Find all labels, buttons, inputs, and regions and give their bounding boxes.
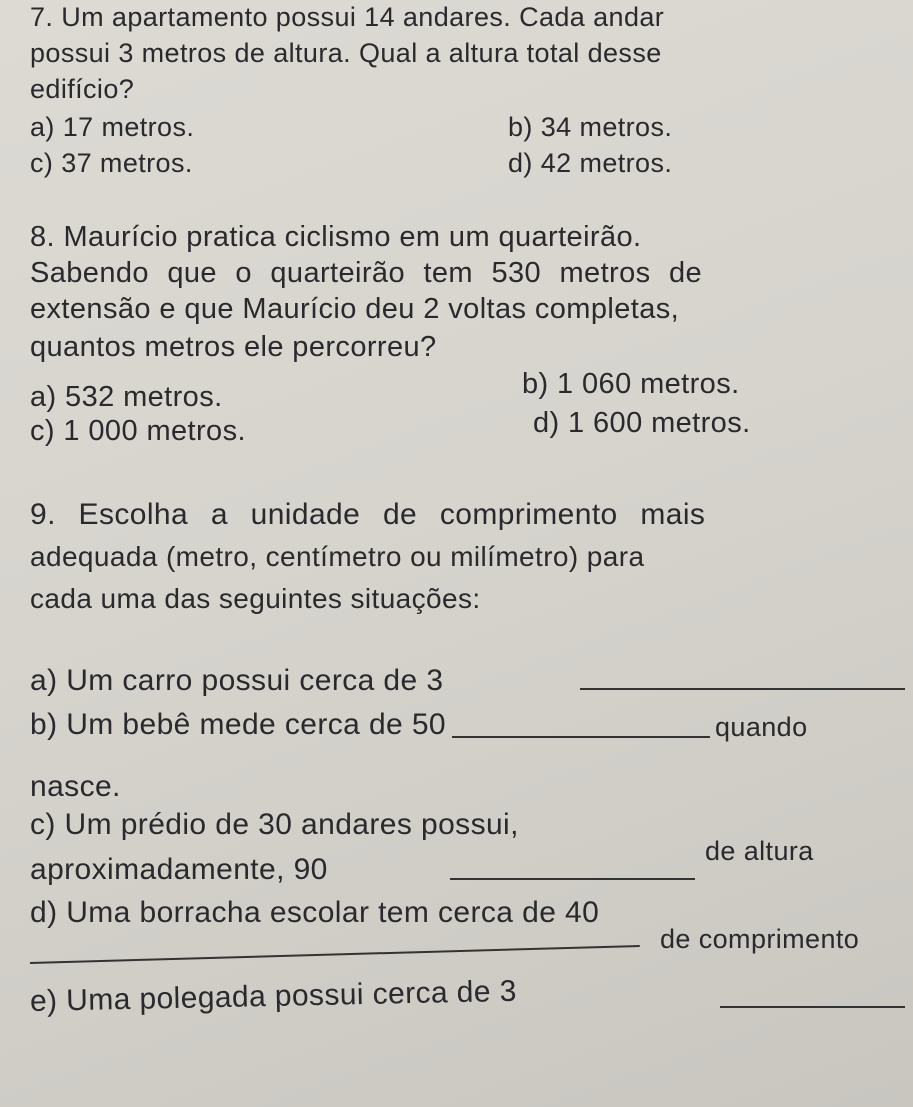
q7-option-c: c) 37 metros.: [30, 148, 193, 178]
q8-option-d: d) 1 600 metros.: [533, 407, 751, 439]
q9-item-c-blank: [450, 878, 695, 880]
q9-item-b: b) Um bebê mede cerca de 50: [30, 708, 447, 741]
q9-item-a: a) Um carro possui cerca de 3: [30, 664, 444, 697]
q9-item-c-tail: de altura: [705, 836, 814, 866]
q7-text-line-1: 7. Um apartamento possui 14 andares. Cada andar: [30, 2, 665, 32]
q9-text-line-1: 9. Escolha a unidade de comprimento mais: [30, 498, 706, 531]
q9-item-e: e) Uma polegada possui cerca de 3: [29, 974, 518, 1018]
q9-text-line-3: cada uma das seguintes situações:: [30, 583, 481, 614]
q9-item-b-tail: quando: [715, 712, 808, 742]
q8-text-line-4: quantos metros ele percorreu?: [30, 331, 437, 363]
q9-item-c-line-2: aproximadamente, 90: [30, 853, 328, 886]
q7-text-line-3: edifício?: [30, 74, 135, 104]
q8-option-b: b) 1 060 metros.: [522, 368, 740, 400]
q9-item-c-line-1: c) Um prédio de 30 andares possui,: [30, 808, 519, 841]
q8-text-line-2: Sabendo que o quarteirão tem 530 metros de: [30, 257, 703, 289]
q9-text-line-2: adequada (metro, centímetro ou milímetro) para: [30, 541, 645, 572]
q9-item-e-blank: [720, 1006, 905, 1008]
q8-option-c: c) 1 000 metros.: [30, 415, 246, 447]
q8-text-line-3: extensão e que Maurício deu 2 voltas completas,: [30, 293, 680, 325]
q9-item-a-blank: [580, 688, 905, 690]
q9-item-d-tail: de comprimento: [660, 924, 860, 954]
q8-option-a: a) 532 metros.: [30, 381, 223, 413]
q7-option-d: d) 42 metros.: [508, 148, 673, 178]
q9-item-d: d) Uma borracha escolar tem cerca de 40: [30, 896, 600, 929]
q7-option-a: a) 17 metros.: [30, 112, 195, 142]
q9-item-d-blank: [30, 945, 640, 964]
q9-item-b-blank: [452, 736, 710, 738]
q9-item-b-continuation: nasce.: [30, 770, 121, 803]
q8-text-line-1: 8. Maurício pratica ciclismo em um quarteirão.: [30, 221, 642, 253]
q7-option-b: b) 34 metros.: [508, 112, 673, 142]
q7-text-line-2: possui 3 metros de altura. Qual a altura total desse: [30, 38, 662, 68]
